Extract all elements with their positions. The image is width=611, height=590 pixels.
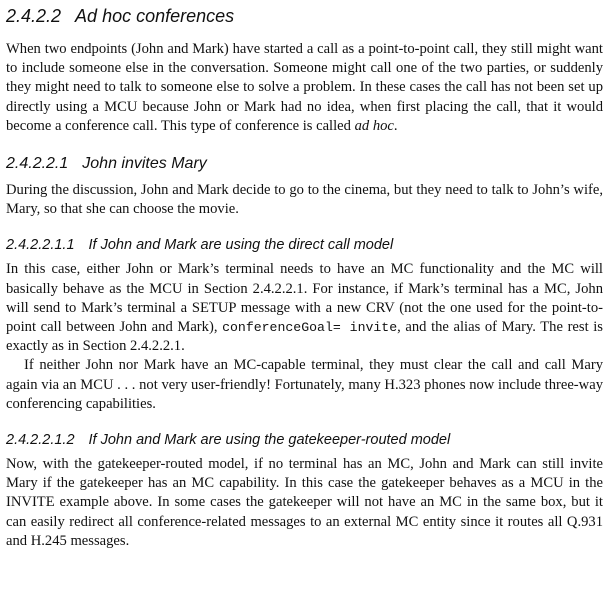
section-heading-2-4-2-2-1 xyxy=(6,154,603,174)
paragraph-john-invites: During the discussion, John and Mark decide to go to the cinema, but they need to talk to John’s wife, Mary, so that she can choose the movie. xyxy=(6,182,603,218)
paragraph-direct-call xyxy=(6,260,603,356)
paragraph-end: . xyxy=(393,117,398,134)
paragraph-ad-hoc xyxy=(6,40,603,136)
section-title: Ad hoc conferences xyxy=(75,6,235,26)
section-heading-2-4-2-2-1-2 xyxy=(6,431,603,450)
paragraph-text: When two endpoints (John and Mark) have started a call as a point-to-point call, they still might want to include someone else in the conversation. Someone might call one of the two parties, or suddenly they might need to talk to someone else to solve a problem. In these cases the call has not been set up directly using a MCU because John or Mark had no idea, when first placing the call, that it would become a conference call. This type of conference is called xyxy=(6,41,603,134)
document-page xyxy=(6,0,603,551)
section-number: 2.4.2.2.1.2 xyxy=(6,432,75,449)
section-number: 2.4.2.2.1 xyxy=(6,155,69,173)
code-conference-goal: conferenceGoal= invite xyxy=(222,320,398,336)
paragraph-no-mc: If neither John nor Mark have an MC-capable terminal, they must clear the call and call Mary again via an MCU . . . not very user-friendly! Fortunately, many H.323 phones now include three-way conferencing capabilities. xyxy=(6,357,603,412)
section-title: John invites Mary xyxy=(82,155,207,173)
paragraph-gatekeeper-routed: Now, with the gatekeeper-routed model, if no terminal has an MC, John and Mark can still invite Mary if the gatekeeper has an MC capability. In this case the gatekeeper behaves as a MCU in the INVITE example above. In some cases the gatekeeper will not have an MC in the same box, but it can easily redirect all conference-related messages to an external MC entity since it routes all Q.931 and H.245 messages. xyxy=(6,456,603,549)
paragraph-text-end: , and the alias of Mary. The rest is exactly as in Section 2.4.2.2.1. xyxy=(6,319,603,355)
section-heading-2-4-2-2 xyxy=(6,5,603,27)
section-heading-2-4-2-2-1-1 xyxy=(6,236,603,255)
section-number: 2.4.2.2 xyxy=(6,6,62,26)
emphasis-ad-hoc: ad hoc xyxy=(354,117,394,134)
section-title: If John and Mark are using the direct call model xyxy=(88,237,394,254)
section-number: 2.4.2.2.1.1 xyxy=(6,237,75,254)
paragraph-text: In this case, either John or Mark’s terminal needs to have an MC functionality and the MC will basically behave as the MCU in Section 2.4.2.2.1. For instance, if Mark’s terminal has a MC, John will send to Mark’s terminal a SETUP message with a new CRV (not the one used for the point-to-point call between John and Mark), xyxy=(6,261,603,336)
section-title: If John and Mark are using the gatekeeper-routed model xyxy=(88,432,451,449)
